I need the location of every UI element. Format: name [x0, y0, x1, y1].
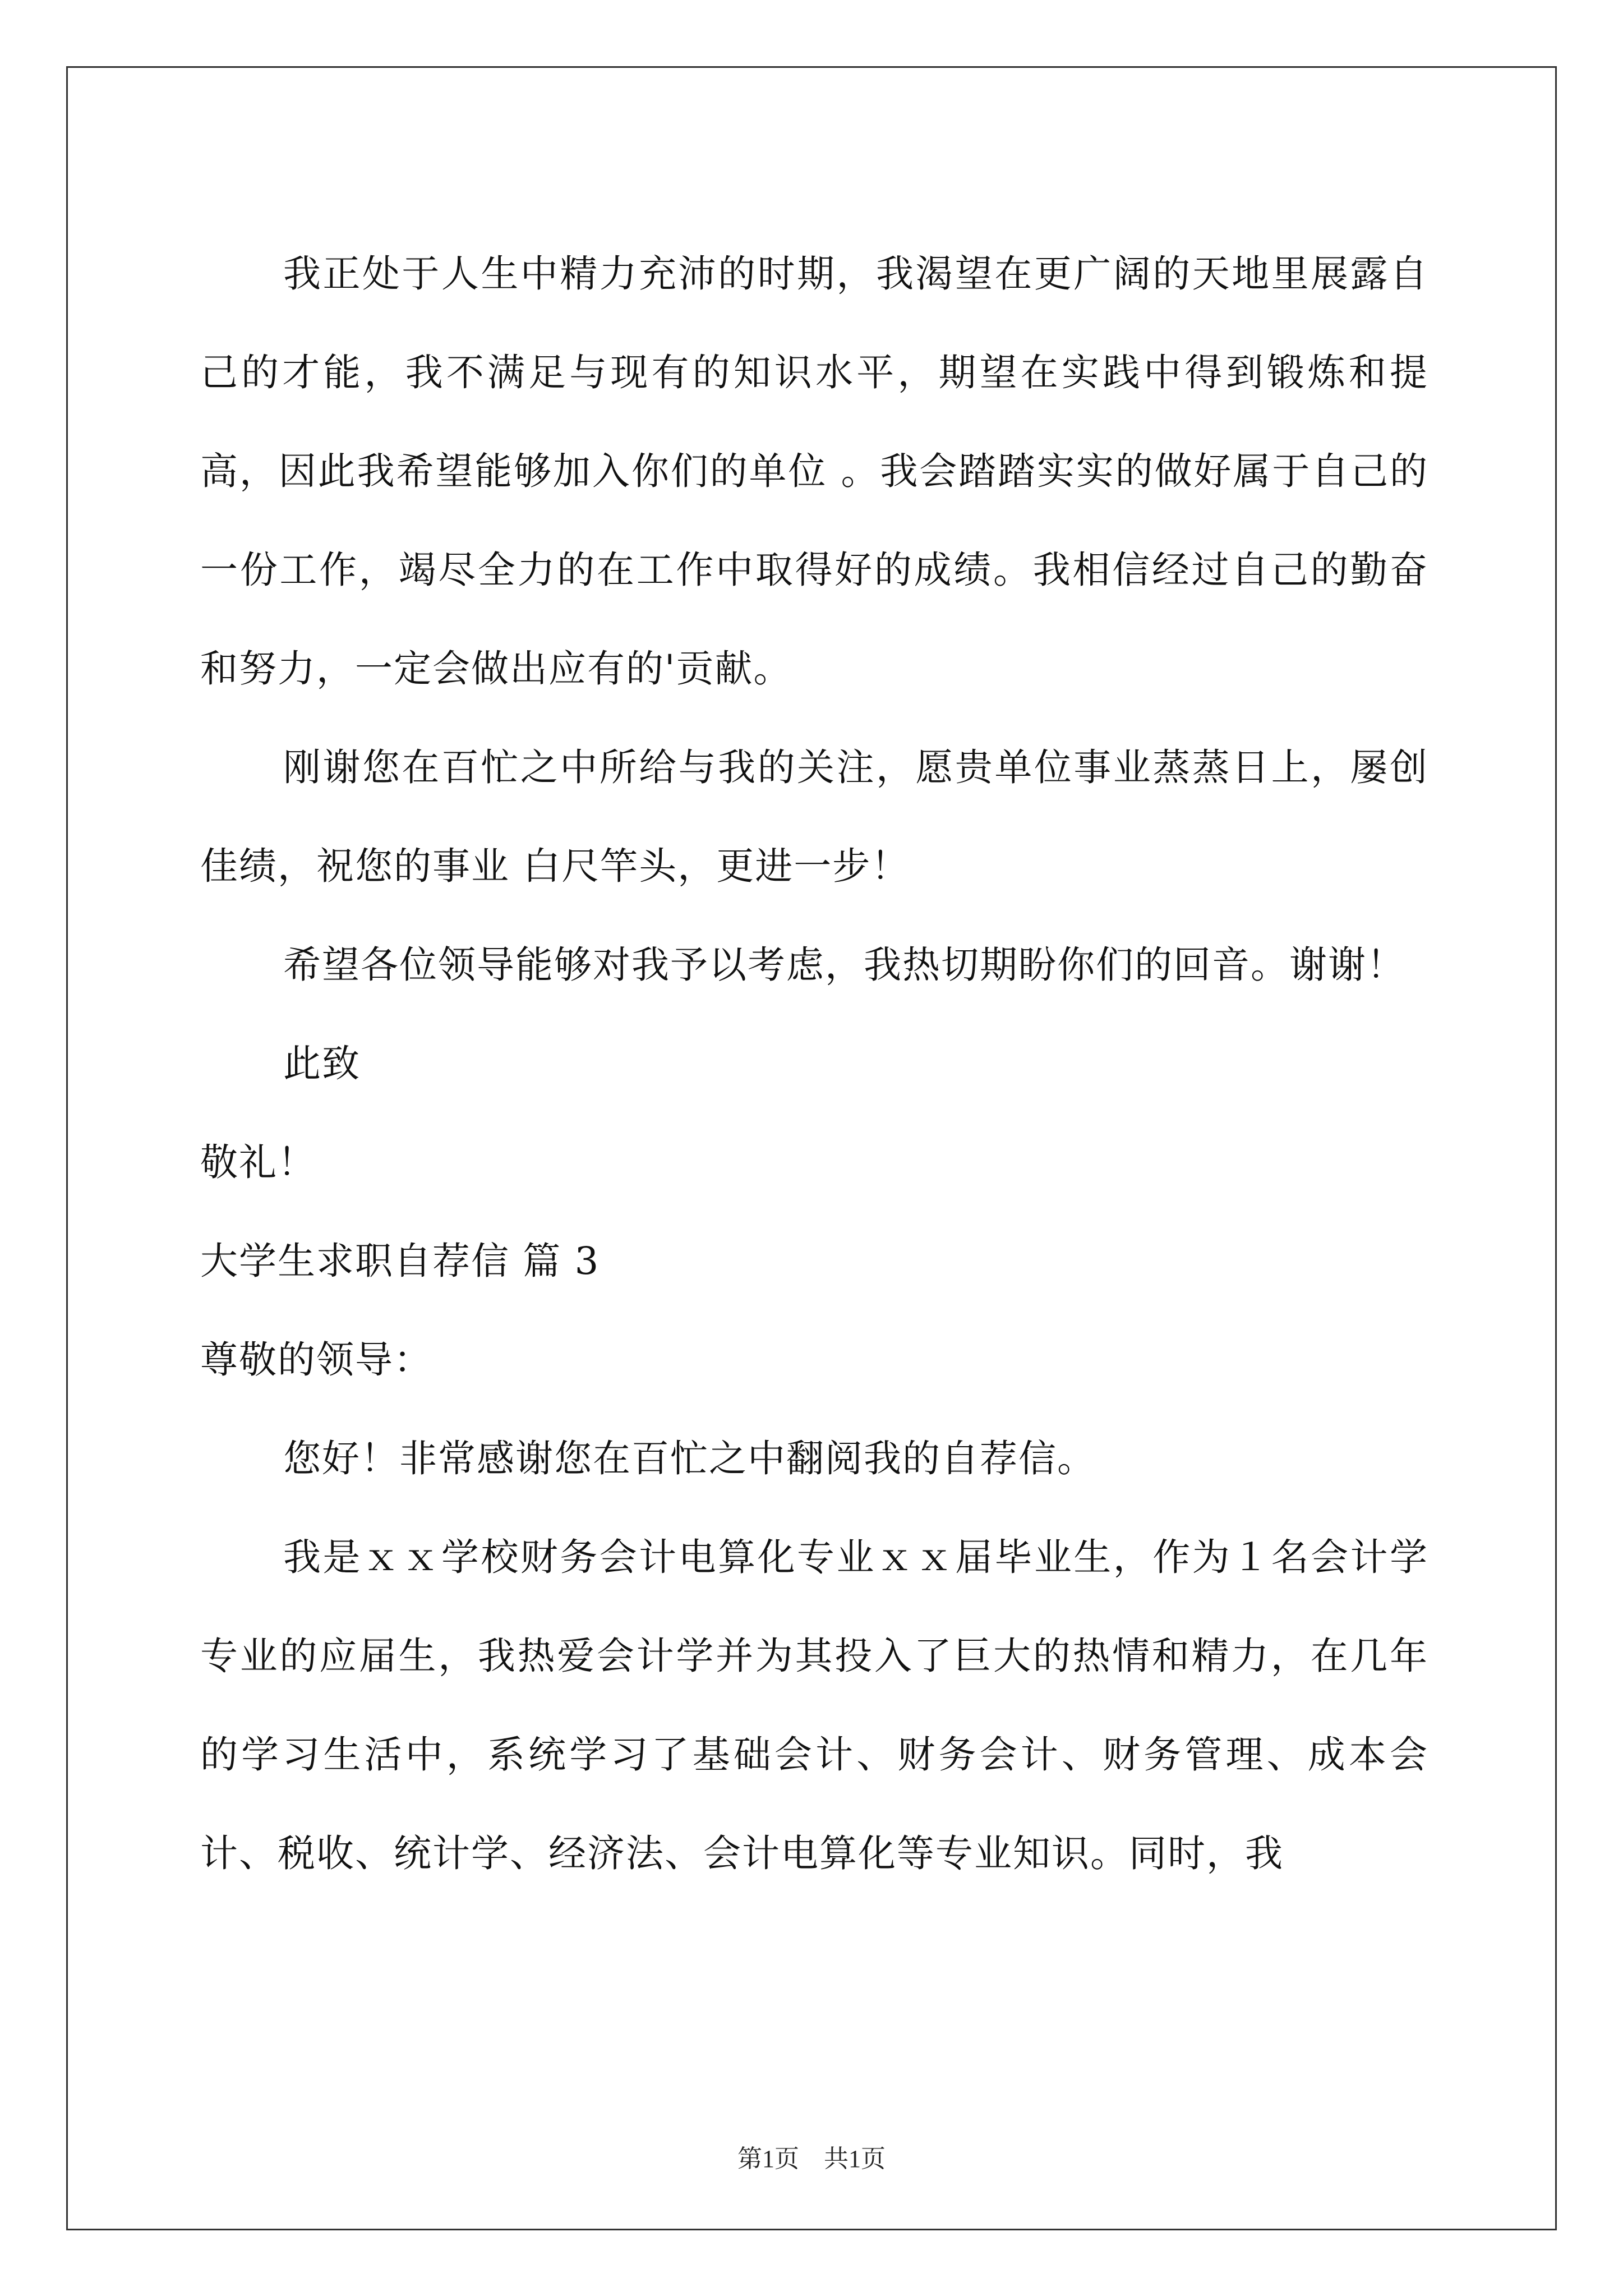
page-footer: 第1页 共1页 [737, 2145, 886, 2173]
paragraph-thanks: 刚谢您在百忙之中所给与我的关注，愿贵单位事业蒸蒸日上，屡创佳绩，祝您的事业 白尺竿头，更进一步！ [200, 746, 1428, 888]
section-heading: 大学生求职自荐信 篇 3 [200, 1239, 600, 1283]
paragraph-background: 我是ｘｘ学校财务会计电算化专业ｘｘ届毕业生，作为１名会计学专业的应届生，我热爱会计学并为其投入了巨大的热情和精力，在几年的学习生活中，系统学习了基础会计、财务会计、财务管理、成本会计、税收、统计学、经济法、会计电算化等专业知识。同时，我 [200, 1535, 1428, 1875]
closing-greeting: 此致 [283, 1042, 361, 1085]
paragraph-self-introduction: 我正处于人生中精力充沛的时期，我渴望在更广阔的天地里展露自己的才能，我不满足与现有的知识水平，期望在实践中得到锻炼和提高，因此我希望能够加入你们的单位 。我会踏踏实实的做好属于自己的一份工作，竭尽全力的在工作中取得好的成绩。我相信经过自己的勤奋和努力，一定会做出应有的'贡献。 [200, 252, 1428, 691]
paragraph-greeting: 您好！非常感谢您在百忙之中翻阅我的自荐信。 [283, 1437, 1096, 1480]
closing-salute: 敬礼！ [200, 1140, 316, 1184]
salutation: 尊敬的领导： [200, 1338, 432, 1382]
document-body [200, 224, 1428, 1903]
paragraph-hope: 希望各位领导能够对我予以考虑，我热切期盼你们的回音。谢谢！ [283, 943, 1405, 987]
